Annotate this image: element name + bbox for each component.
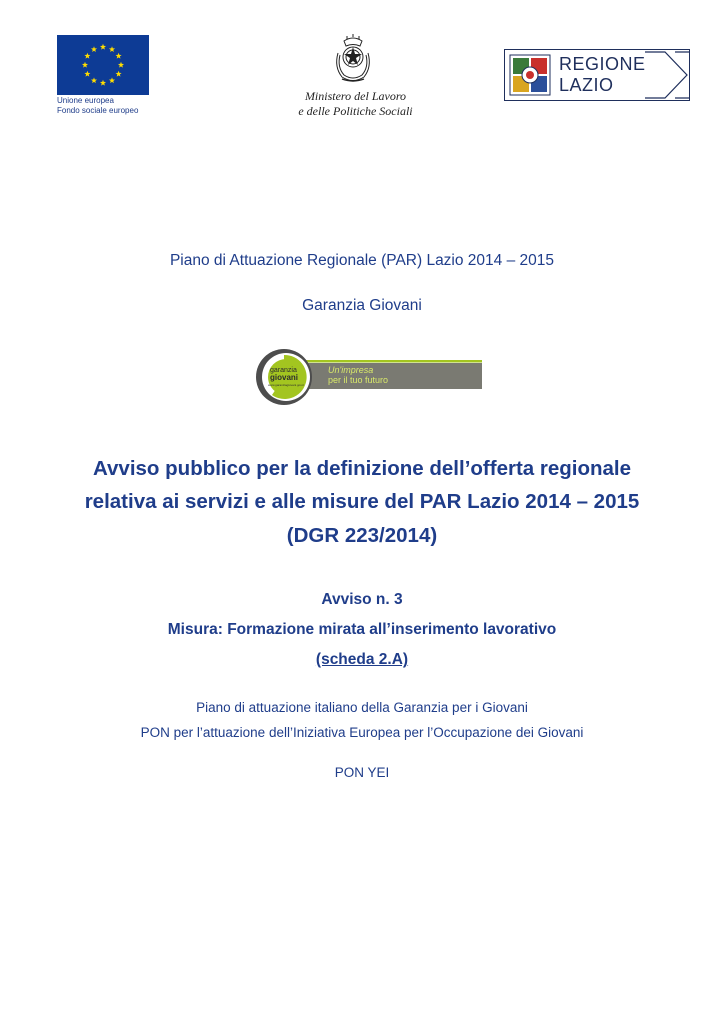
ministry-line1: Ministero del Lavoro [304,89,407,103]
avviso-number: Avviso n. 3 [321,591,403,608]
italian-emblem-icon [330,33,376,85]
eu-star [118,62,124,68]
eu-star [100,80,106,86]
pon-text: PON per l’attuazione dell’Iniziativa Europea per l’Occupazione dei Giovani [140,725,584,740]
ministry-line2: e delle Politiche Sociali [298,104,413,118]
eu-caption-line2: Fondo sociale europeo [57,106,139,115]
garanzia-giovani-title: Garanzia Giovani [302,297,422,314]
main-title-line2: relativa ai servizi e alle misure del PAR Lazio 2014 – 2015 [84,490,640,513]
eu-star [100,44,106,50]
main-title-line1: Avviso pubblico per la definizione dell’offerta regionale [92,457,632,480]
main-title-line3: (DGR 223/2014) [286,524,438,547]
eu-star [109,46,115,52]
scheda-label: (scheda 2.A) [315,651,409,668]
gg-tagline-line2: per il tuo futuro [328,375,389,385]
lazio-crest-icon [509,54,551,96]
par-title: Piano di Attuazione Regionale (PAR) Lazio 2014 – 2015 [169,252,555,269]
gg-badge-text2: giovani [270,373,299,382]
eu-flag-icon [57,35,149,95]
eu-star [109,77,115,83]
ministry-logo [283,33,428,123]
gg-tagline-line1: Un'impresa [328,365,374,375]
eu-star [84,71,90,77]
gg-badge-url: www.garanziagiovani.gov.it [268,383,304,387]
eu-star [116,71,122,77]
eu-star [116,53,122,59]
eu-star [82,62,88,68]
gg-badge-text1: garanzia [270,367,297,374]
eu-star [91,46,97,52]
regione-lazio-logo [504,49,690,101]
lazio-chevron-icon [645,50,689,100]
eu-star [84,53,90,59]
piano-italiano-text: Piano di attuazione italiano della Garanzia per i Giovani [196,700,528,715]
pon-yei-text: PON YEI [334,765,390,780]
lazio-word-lazio: LAZIO [559,75,614,95]
gg-green-stripe [296,360,482,363]
misura-title: Misura: Formazione mirata all’inserimento lavorativo [167,621,557,638]
eu-logo [57,35,149,117]
eu-star [91,77,97,83]
lazio-word-regione: REGIONE [559,54,646,74]
garanzia-giovani-logo [256,348,484,408]
eu-caption-line1: Unione europea [57,96,114,105]
